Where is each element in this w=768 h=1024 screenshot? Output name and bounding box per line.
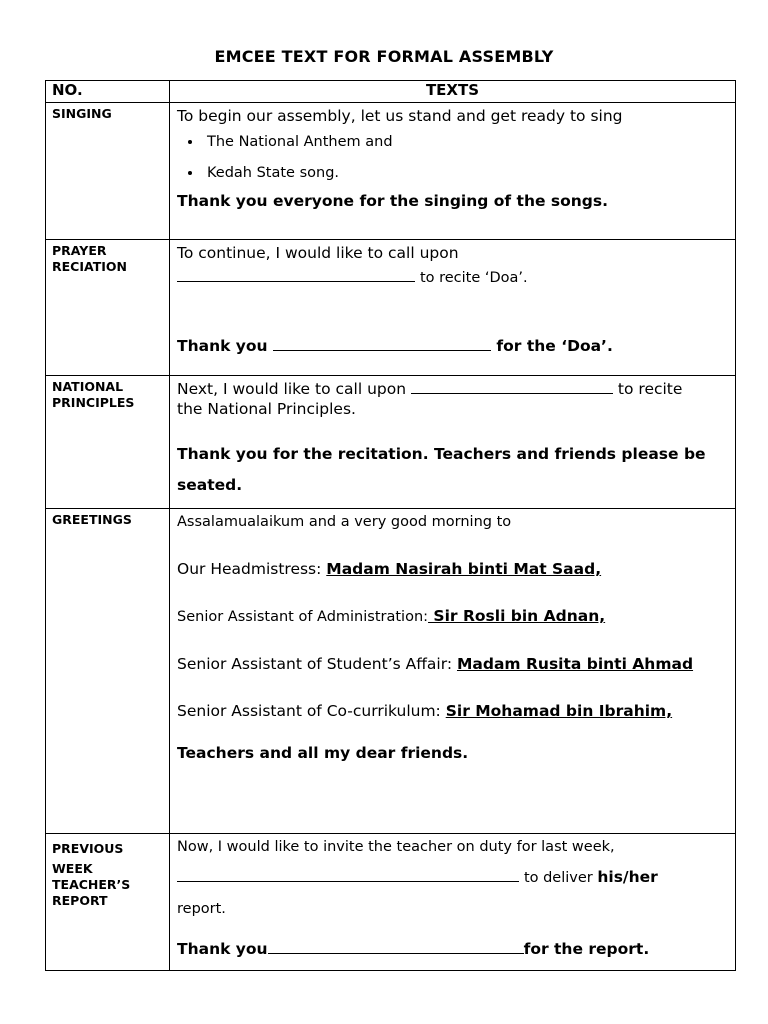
prayer-thanks — [177, 336, 728, 356]
row-label-principles — [46, 376, 170, 509]
name-blank[interactable] — [411, 379, 613, 394]
name-blank[interactable] — [177, 267, 415, 282]
row-label-prayer — [46, 240, 170, 376]
greeting-role: Senior Assistant of Student’s Affair: — [177, 655, 457, 673]
row-label-report — [46, 834, 170, 971]
greetings-label: GREETINGS — [52, 512, 132, 527]
greetings-opening: Assalamualaikum and a very good morning to — [177, 514, 512, 530]
principles-line-1 — [177, 379, 728, 399]
report-line-2 — [177, 867, 728, 888]
greeting-name: Madam Nasirah binti Mat Saad, — [326, 560, 602, 578]
header-texts: TEXTS — [170, 81, 736, 103]
report-label-line: PREVIOUS — [52, 841, 124, 856]
row-label-singing — [46, 103, 170, 240]
page-title: EMCEE TEXT FOR FORMAL ASSEMBLY — [214, 47, 554, 66]
prayer-thanks-b: for the ‘Doa’. — [496, 337, 613, 355]
table-row-principles — [46, 376, 736, 509]
name-blank[interactable] — [177, 867, 519, 882]
report-label-line: WEEK — [52, 861, 93, 876]
report-thanks-a: Thank you — [177, 940, 268, 958]
table-row-singing — [46, 103, 736, 240]
greeting-role: Senior Assistant of Administration: — [177, 609, 429, 625]
row-label-greetings — [46, 509, 170, 834]
row-text-report — [170, 834, 736, 971]
row-text-principles — [170, 376, 736, 509]
list-item: • The National Anthem and — [203, 132, 728, 152]
greeting-role: Senior Assistant of Co-currikulum: — [177, 702, 446, 720]
principles-thanks: Thank you for the recitation. Teachers and friends please be seated. — [177, 445, 706, 494]
prayer-line-1: To continue, I would like to call upon — [177, 244, 459, 262]
greeting-name: Sir Mohamad bin Ibrahim, — [445, 702, 673, 720]
singing-label: SINGING — [52, 106, 112, 121]
row-text-greetings — [170, 509, 736, 834]
greeting-headmistress — [177, 559, 728, 579]
prayer-thanks-a: Thank you — [177, 337, 268, 355]
report-label-line: TEACHER’S — [52, 877, 131, 892]
greeting-name: Sir Rosli bin Adnan, — [428, 607, 606, 625]
header-no: NO. — [46, 81, 170, 103]
assembly-table — [45, 80, 736, 971]
principles-line-2: the National Principles. — [177, 400, 356, 418]
song-list — [177, 132, 728, 183]
table-header-row — [46, 81, 736, 103]
table-row-greetings — [46, 509, 736, 834]
greeting-student-affair — [177, 654, 728, 674]
prayer-label-line: RECIATION — [52, 259, 127, 274]
singing-thanks: Thank you everyone for the singing of the songs. — [177, 192, 609, 210]
greeting-administration — [177, 606, 728, 627]
principles-line-1-a: Next, I would like to call upon — [177, 380, 407, 398]
prayer-label-line: PRAYER — [52, 243, 107, 258]
table-row-prayer — [46, 240, 736, 376]
report-line-2-b: his/her — [597, 868, 658, 886]
name-blank[interactable] — [268, 939, 524, 954]
singing-intro: To begin our assembly, let us stand and get ready to sing — [177, 107, 623, 125]
greeting-role: Our Headmistress: — [177, 560, 327, 578]
principles-line-1-b: to recite — [617, 380, 683, 398]
report-line-2-a: to deliver — [523, 870, 598, 886]
report-thanks-b: for the report. — [523, 940, 650, 958]
principles-label-line: NATIONAL — [52, 379, 124, 394]
report-line-3: report. — [177, 901, 226, 917]
prayer-line-2 — [177, 267, 728, 288]
table-row-report — [46, 834, 736, 971]
row-text-singing — [170, 103, 736, 240]
row-text-prayer — [170, 240, 736, 376]
report-thanks — [177, 939, 728, 959]
list-item: • Kedah State song. — [203, 163, 728, 183]
greetings-closing: Teachers and all my dear friends. — [177, 744, 469, 762]
principles-label-line: PRINCIPLES — [52, 395, 135, 410]
greeting-name: Madam Rusita binti Ahmad — [456, 655, 694, 673]
report-line-1: Now, I would like to invite the teacher on duty for last week, — [177, 839, 615, 855]
prayer-line-2-text: to recite ‘Doa’. — [419, 270, 528, 286]
greeting-cocurriculum — [177, 701, 728, 721]
report-label-line: REPORT — [52, 893, 108, 908]
name-blank[interactable] — [273, 336, 491, 351]
